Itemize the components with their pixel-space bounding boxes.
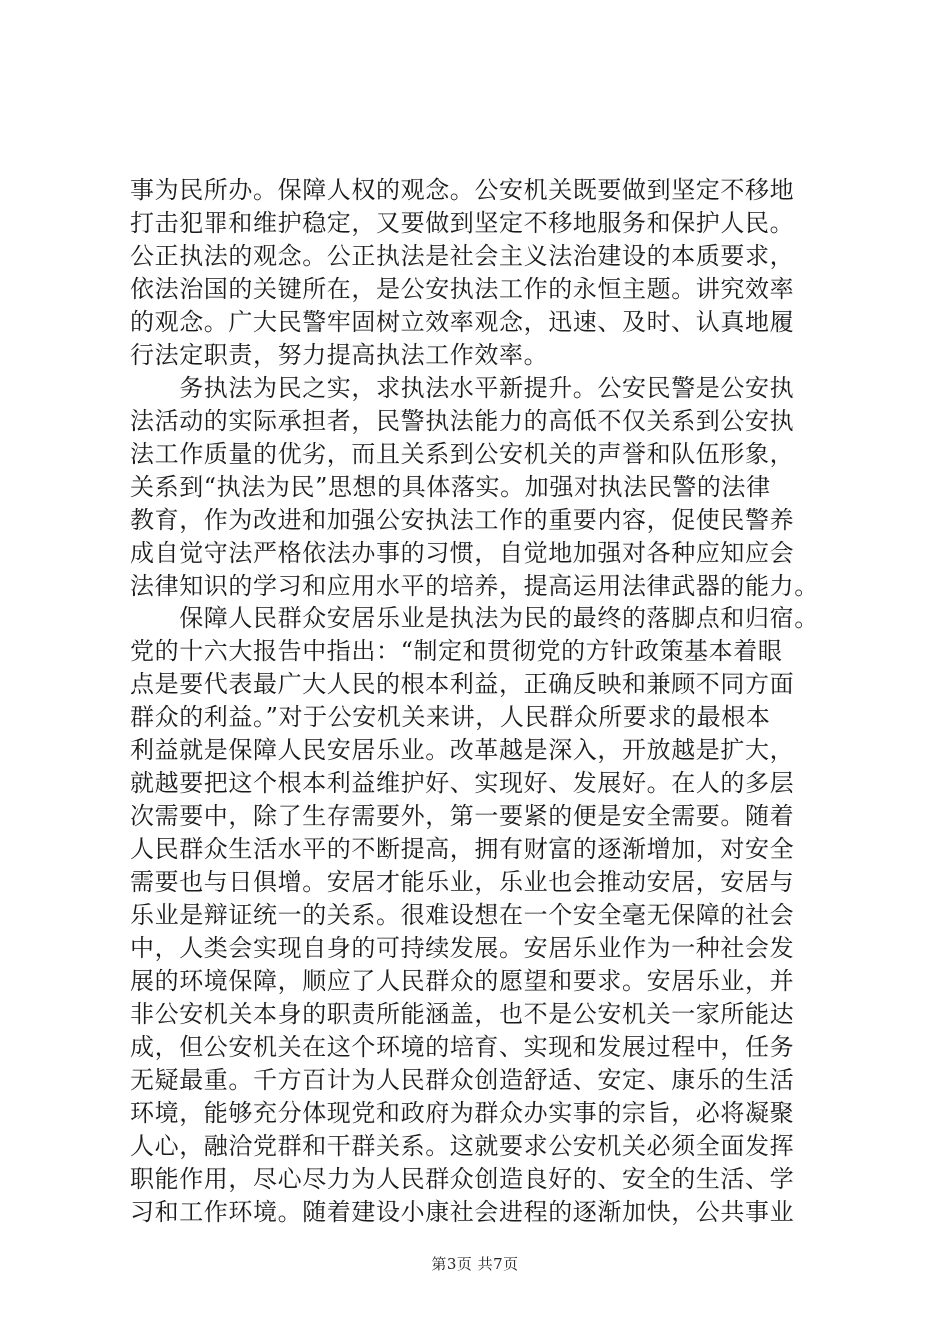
text-line: 务执法为民之实，求执法水平新提升。公安民警是公安执 xyxy=(130,374,795,402)
text-line: 群众的利益。”对于公安机关来讲，人民群众所要求的最根本 xyxy=(130,703,771,731)
text-line: 非公安机关本身的职责所能涵盖，也不是公安机关一家所能达 xyxy=(130,1000,795,1028)
text-line: 行法定职责，努力提高执法工作效率。 xyxy=(130,341,549,369)
page-footer: 第3页 共7页 xyxy=(431,1255,519,1273)
text-line: 的观念。广大民警牢固树立效率观念，迅速、及时、认真地履 xyxy=(130,308,795,336)
text-line: 保障人民群众安居乐业是执法为民的最终的落脚点和归宿。 xyxy=(130,604,819,632)
text-line: 需要也与日俱增。安居才能乐业，乐业也会推动安居，安居与 xyxy=(130,868,795,896)
text-line: 点是要代表最广大人民的根本利益，正确反映和兼顾不同方面 xyxy=(130,670,795,698)
text-line: 人民群众生活水平的不断提高，拥有财富的逐渐增加，对安全 xyxy=(130,835,795,863)
text-line: 环境，能够充分体现党和政府为群众办实事的宗旨，必将凝聚 xyxy=(130,1099,795,1127)
text-line: 法活动的实际承担者，民警执法能力的高低不仅关系到公安执 xyxy=(130,407,795,435)
text-line: 就越要把这个根本利益维护好、实现好、发展好。在人的多层 xyxy=(130,769,795,797)
text-line: 关系到“执法为民”思想的具体落实。加强对执法民警的法律 xyxy=(130,473,771,501)
text-line: 法律知识的学习和应用水平的培养，提高运用法律武器的能力。 xyxy=(130,572,819,600)
text-line: 乐业是辩证统一的关系。很难设想在一个安全毫无保障的社会 xyxy=(130,901,795,929)
text-line: 利益就是保障人民安居乐业。改革越是深入，开放越是扩大， xyxy=(130,736,795,764)
text-line: 事为民所办。保障人权的观念。公安机关既要做到坚定不移地 xyxy=(130,176,795,204)
text-line: 中，人类会实现自身的可持续发展。安居乐业作为一种社会发 xyxy=(130,934,795,962)
text-line: 次需要中，除了生存需要外，第一要紧的便是安全需要。随着 xyxy=(130,802,795,830)
text-line: 习和工作环境。随着建设小康社会进程的逐渐加快，公共事业 xyxy=(130,1198,795,1226)
text-line: 法工作质量的优劣，而且关系到公安机关的声誉和队伍形象， xyxy=(130,440,795,468)
text-line: 人心，融洽党群和干群关系。这就要求公安机关必须全面发挥 xyxy=(130,1132,795,1160)
text-line: 成自觉守法严格依法办事的习惯，自觉地加强对各种应知应会 xyxy=(130,539,795,567)
text-line: 打击犯罪和维护稳定，又要做到坚定不移地服务和保护人民。 xyxy=(130,209,795,237)
text-line: 依法治国的关键所在，是公安执法工作的永恒主题。讲究效率 xyxy=(130,275,795,303)
text-line: 无疑最重。千方百计为人民群众创造舒适、安定、康乐的生活 xyxy=(130,1066,795,1094)
text-line: 党的十六大报告中指出：“制定和贯彻党的方针政策基本着眼 xyxy=(130,637,783,665)
text-line: 职能作用，尽心尽力为人民群众创造良好的、安全的生活、学 xyxy=(130,1165,795,1193)
text-line: 教育，作为改进和加强公安执法工作的重要内容，促使民警养 xyxy=(130,506,795,534)
text-line: 成，但公安机关在这个环境的培育、实现和发展过程中，任务 xyxy=(130,1033,795,1061)
paragraph-block-top xyxy=(130,174,830,603)
text-line: 展的环境保障，顺应了人民群众的愿望和要求。安居乐业，并 xyxy=(130,967,795,995)
paragraph-block-bottom xyxy=(130,602,830,1229)
text-line: 公正执法的观念。公正执法是社会主义法治建设的本质要求， xyxy=(130,242,795,270)
